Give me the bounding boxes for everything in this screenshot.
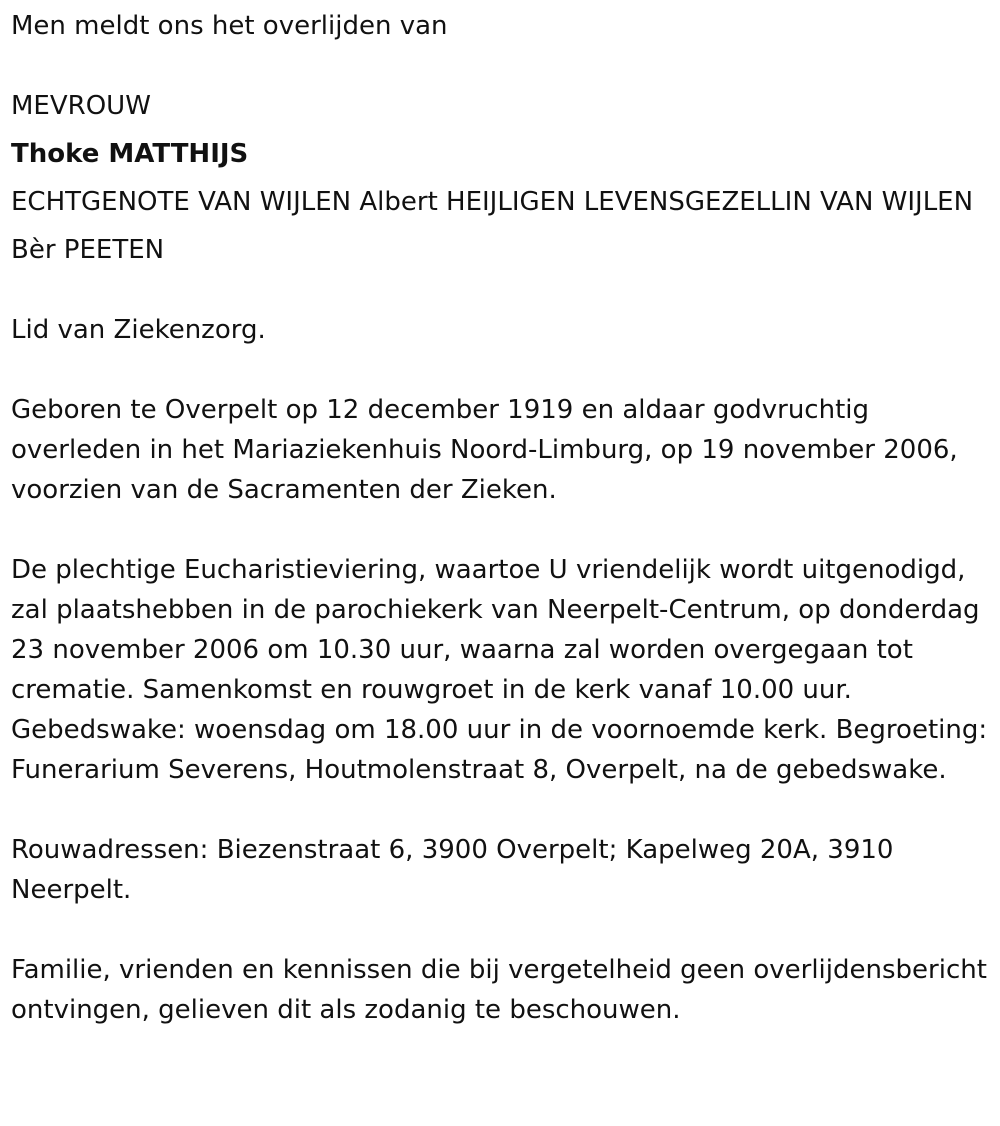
relation-spouse: ECHTGENOTE VAN WIJLEN Albert HEIJLIGEN LEVENSGEZELLIN VAN WIJLEN [11,187,974,217]
spacer [11,350,996,390]
addresses-paragraph: Rouwadressen: Biezenstraat 6, 3900 Overpelt; Kapelweg 20A, 3910 Neerpelt. [11,835,894,905]
honorific: MEVROUW [11,91,151,121]
spacer [11,790,996,830]
obituary-notice [11,6,996,1030]
spacer [11,126,996,134]
membership-line: Lid van Ziekenzorg. [11,315,266,345]
closing-paragraph: Familie, vrienden en kennissen die bij vergetelheid geen overlijdensbericht ontvingen, gelieven dit als zodanig te beschouwen. [11,955,987,1025]
intro-line: Men meldt ons het overlijden van [11,11,448,41]
spacer [11,510,996,550]
spacer [11,270,996,310]
spacer [11,222,996,230]
spacer [11,174,996,182]
relation-partner: Bèr PEETEN [11,235,165,265]
ceremony-paragraph: De plechtige Eucharistieviering, waartoe U vriendelijk wordt uitgenodigd, zal plaatshebben in de parochiekerk van Neerpelt-Centrum, op donderdag 23 november 2006 om 10.30 uur, waarna zal worden overgegaan tot crematie. Samenkomst en rouwgroet in de kerk vanaf 10.00 uur. Gebedswake: woensdag om 18.00 uur in de voornoemde kerk. Begroeting: Funerarium Severens, Houtmolenstraat 8, Overpelt, na de gebedswake. [11,555,988,785]
spacer [11,910,996,950]
birth-death-paragraph: Geboren te Overpelt op 12 december 1919 en aldaar godvruchtig overleden in het Mariaziekenhuis Noord-Limburg, op 19 november 2006, voorzien van de Sacramenten der Zieken. [11,395,958,505]
deceased-name: Thoke MATTHIJS [11,139,249,169]
spacer [11,46,996,86]
